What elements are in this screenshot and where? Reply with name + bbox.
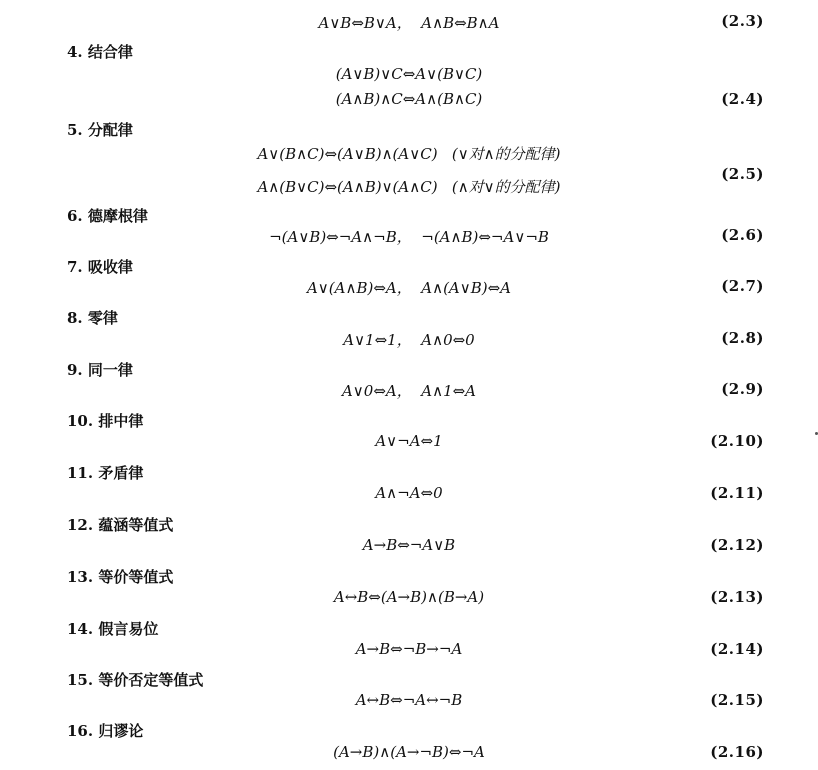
formula-2-8: A∨1⇔1， A∧0⇔0 [343,331,475,349]
formula-2-7: A∨(A∧B)⇔A， A∧(A∨B)⇔A [306,279,512,297]
formula-2-16: (A→B)∧(A→¬B)⇔¬A [333,743,485,761]
law-label-4: 4. 结合律 [67,43,133,61]
law-label-7: 7. 吸收律 [67,258,133,276]
eqno-2-8: (2.8) [721,329,764,347]
law-label-14: 14. 假言易位 [67,620,159,638]
eqno-2-10: (2.10) [710,432,764,450]
law-label-13: 13. 等价等值式 [67,568,174,586]
law-label-11: 11. 矛盾律 [67,464,144,482]
formula-2-13: A↔B⇔(A→B)∧(B→A) [333,588,485,606]
formula-2-14: A→B⇔¬B→¬A [355,640,463,658]
formula-2-12: A→B⇔¬A∨B [362,536,456,554]
eqno-2-12: (2.12) [710,536,764,554]
formula-2-11: A∧¬A⇔0 [375,484,443,502]
formula-2-10: A∨¬A⇔1 [375,432,443,450]
law-label-8: 8. 零律 [67,309,118,327]
eqno-2-11: (2.11) [710,484,764,502]
formula-2-4b: (A∧B)∧C⇔A∧(B∧C) [335,90,483,108]
eqno-2-6: (2.6) [721,226,764,244]
eqno-2-16: (2.16) [710,743,764,761]
law-label-15: 15. 等价否定等值式 [67,671,204,689]
law-label-10: 10. 排中律 [67,412,144,430]
law-label-12: 12. 蕴涵等值式 [67,516,174,534]
formula-2-6: ¬(A∨B)⇔¬A∧¬B， ¬(A∧B)⇔¬A∨¬B [269,228,549,246]
law-label-9: 9. 同一律 [67,361,133,379]
eqno-2-4: (2.4) [721,90,764,108]
formula-2-15: A↔B⇔¬A↔¬B [355,691,463,709]
eqno-2-3: (2.3) [721,12,764,30]
eqno-2-14: (2.14) [710,640,764,658]
formula-2-9: A∨0⇔A， A∧1⇔A [341,382,477,400]
formula-2-5b: A∧(B∨C)⇔(A∧B)∨(A∧C) (∧对∨的分配律) [257,178,561,196]
law-label-6: 6. 德摩根律 [67,207,148,225]
eqno-2-9: (2.9) [721,380,764,398]
eqno-2-7: (2.7) [721,277,764,295]
formula-2-5a: A∨(B∧C)⇔(A∨B)∧(A∨C) (∨对∧的分配律) [257,145,561,163]
eqno-2-5: (2.5) [721,165,764,183]
eqno-2-15: (2.15) [710,691,764,709]
eqno-2-13: (2.13) [710,588,764,606]
formula-2-4a: (A∨B)∨C⇔A∨(B∨C) [335,65,483,83]
formula-2-3: A∨B⇔B∨A， A∧B⇔B∧A [318,14,500,32]
law-label-16: 16. 归谬论 [67,722,144,740]
law-label-5: 5. 分配律 [67,121,133,139]
